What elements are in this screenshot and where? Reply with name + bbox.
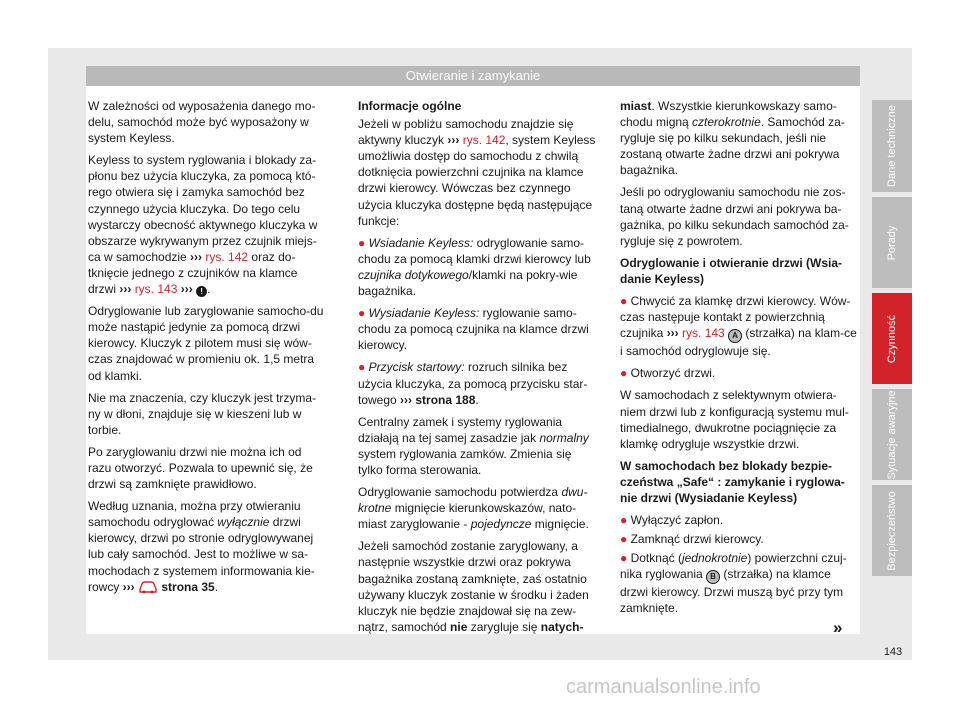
warning-icon[interactable]: ! (196, 286, 207, 297)
bullet-icon: ● (358, 360, 366, 375)
list-item: ● Chwycić za klamkę drzwi kierowcy. Wów-czas następuje kontakt z powierzchnią czujnika ››› rys. 143 A (strzałka) na klam-ce i samochód odryglowuje się. (620, 294, 857, 359)
tab-czynnosc[interactable]: Czynność (872, 293, 912, 384)
continue-icon: » (833, 618, 843, 637)
bullet-icon: ● (620, 294, 628, 309)
paragraph: Odryglowanie lub zaryglowanie samocho-du może nastąpić jedynie za pomocą drzwi kierowcy. Kluczyk z pilotem musi się wów-czas znajdować w promieniu ok. 1,5 metra od klamki. (88, 304, 324, 383)
tab-dane-techniczne[interactable]: Dane techniczne (872, 100, 912, 192)
list-item: ● Dotknąć (jednokrotnie) powierzchni czuj-nika ryglowania B (strzałka) na klamce drzwi kierowcy. Drzwi muszą być przy tym zamknięte. (620, 551, 847, 616)
list-item: ● Zamknąć drzwi kierowcy. (620, 532, 764, 547)
paragraph: Nie ma znaczenia, czy kluczyk jest trzyma-ny w dłoni, znajduje się w kieszeni lub w torbie. (88, 390, 317, 437)
bullet-icon: ● (358, 235, 366, 250)
figure-link[interactable]: rys. 143 (134, 282, 178, 297)
paragraph: Keyless to system ryglowania i blokady za-płonu bez użycia kluczyka, za pomocą któ-rego otwiera się i zamyka samochód bez czynnego użycia kluczyka. Do tego celu wystarczy obecność aktywnego kluczyka w obszarze wykrywanym przez czujnik miejs-ca w samochodzie ››› rys. 142 oraz do-tknięcie jednego z czujników na klamce drzwi ››› rys. 143 ››› ! . (88, 153, 318, 297)
figure-link[interactable]: rys. 143 (682, 326, 725, 341)
list-item: ● Wsiadanie Keyless: odryglowanie samo-chodu za pomocą klamki drzwi kierowcy lub czujnika dotykowego/klamki na pokry-wie bagażnika. (358, 235, 591, 299)
paragraph: Jeśli po odryglowaniu samochodu nie zos-taną otwarte żadne drzwi ani pokrywa ba-gażnika, po kilku sekundach samochód za-rygluje się z powrotem. (620, 185, 849, 248)
bullet-icon: ● (358, 306, 366, 321)
paragraph: Po zaryglowaniu drzwi nie można ich od razu otworzyć. Pozwala to upewnić się, że drzwi są zamknięte prawidłowo. (88, 444, 313, 492)
section-heading: W samochodach bez blokady bezpie-czeństwa „Safe“ : zamykanie i ryglowa-nie drzwi (Wysiadanie Keyless) (620, 458, 845, 505)
figure-link[interactable]: rys. 142 (205, 249, 249, 264)
list-item: ● Otworzyć drzwi. (620, 366, 716, 381)
paragraph: W zależności od wyposażenia danego mo-delu, samochód może być wyposażony w system Keyless. (88, 99, 316, 146)
section-heading: Informacje ogólne (358, 99, 462, 113)
column-1 (88, 98, 328, 604)
bullet-icon: ● (620, 513, 628, 528)
bullet-icon: ● (620, 366, 628, 381)
label-a-icon: A (728, 329, 742, 343)
tab-porady[interactable]: Porady (872, 197, 912, 288)
paragraph: Jeżeli samochód zostanie zaryglowany, a następnie wszystkie drzwi oraz pokrywa bagażnika zostaną zamknięte, zaś ostatnio używany kluczyk zostanie w środku i żaden kluczyk nie będzie znajdował się na zew-nątrz, samochód nie zarygluje się natych- (358, 539, 589, 634)
page-link[interactable]: strona 35 (161, 579, 215, 594)
column-3 (620, 98, 860, 623)
list-item: ● Wyłączyć zapłon. (620, 513, 724, 528)
watermark: carmanualsonline.info (566, 676, 761, 698)
column-2 (358, 98, 598, 641)
paragraph: Według uznania, można przy otwieraniu samochodu odryglować wyłącznie drzwi kierowcy, drzwi po stronie odryglowywanej lub cały samochód. Jest to możliwe w sa-mochodach z systemem informowania kie-rowcy ››› strona 35. (88, 498, 328, 598)
list-item: ● Wysiadanie Keyless: ryglowanie samo-chodu za pomocą czujnika na klamce drzwi kierowcy. (358, 306, 589, 353)
paragraph: Odryglowanie samochodu potwierdza dwu-krotne mignięcie kierunkowskazów, nato-miast zaryglowanie - pojedyncze mignięcie. (358, 485, 589, 532)
bullet-icon: ● (620, 532, 628, 547)
paragraph: Centralny zamek i systemy ryglowania działają na tej samej zasadzie jak normalny system ryglowania zamków. Zmienia się tylko forma sterowania. (358, 414, 589, 477)
page-header: Otwieranie i zamykanie (86, 66, 860, 86)
bullet-icon: ● (620, 551, 628, 566)
page-link[interactable]: strona 188 (415, 392, 476, 407)
paragraph: Jeżeli w pobliżu samochodu znajdzie się aktywny kluczyk ››› rys. 142, system Keyless umożliwia dostęp do samochodu z chwilą dotknięcia powierzchni czujnika na klamce drzwi kierowcy. Wówczas bez czynnego użycia kluczyka dostępne będą następujące funkcje: (358, 117, 596, 228)
list-item: ● Przycisk startowy: rozruch silnika bez użycia kluczyka, za pomocą przycisku star-towego ››› strona 188. (358, 360, 588, 407)
paragraph: miast. Wszystkie kierunkowskazy samo-chodu migną czterokrotnie. Samochód za-rygluje się po kilku sekundach, jeśli nie zostaną otwarte żadne drzwi ani pokrywa bagażnika. (620, 99, 845, 178)
paragraph: W samochodach z selektywnym otwiera-niem drzwi lub z konfiguracją systemu mul-timedialnego, dwukrotne pociągnięcie za klamkę odrygluje wszystkie drzwi. (620, 388, 849, 451)
section-heading: Odryglowanie i otwieranie drzwi (Wsia-danie Keyless) (620, 255, 843, 286)
tab-sytuacje-awaryjne[interactable]: Sytuacje awaryjne (872, 389, 912, 480)
car-symbol-icon (138, 580, 158, 598)
figure-link[interactable]: rys. 142 (462, 133, 506, 148)
label-b-icon: B (706, 570, 720, 584)
tab-bezpieczenstwo[interactable]: Bezpieczeństwo (872, 485, 912, 576)
page-number: 143 (883, 646, 903, 658)
